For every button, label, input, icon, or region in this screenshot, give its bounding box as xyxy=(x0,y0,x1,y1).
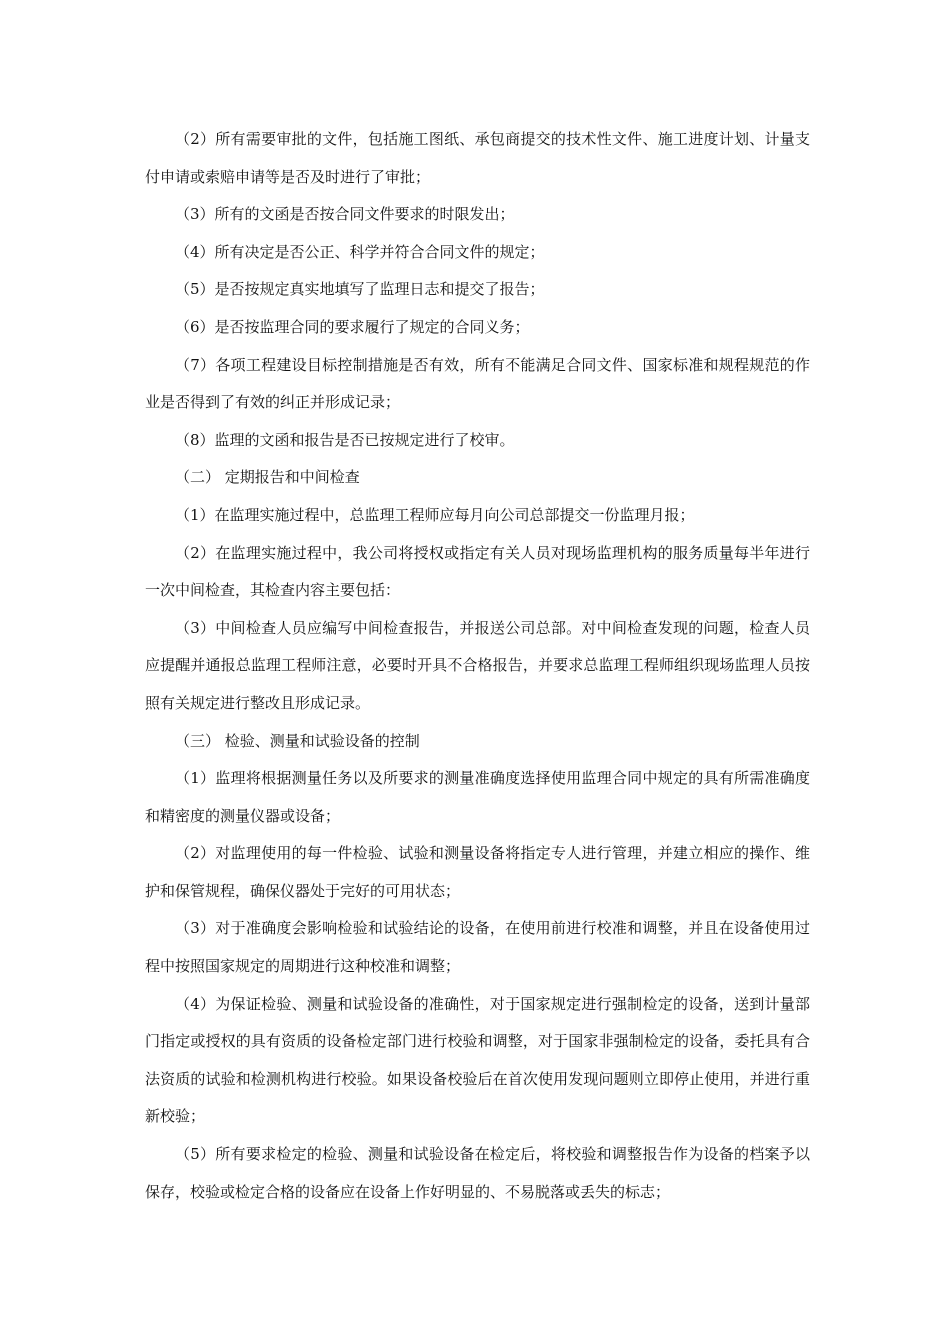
paragraph-check-report: （3）中间检查人员应编写中间检查报告，并报送公司总部。对中间检查发现的问题，检查人员应提醒并通报总监理工程师注意，必要时开具不合格报告，并要求总监理工程师组织现场监理人员按照有关规定进行整改且形成记录。 xyxy=(145,618,810,712)
paragraph-calibration: （3）对于准确度会影响检验和试验结论的设备，在使用前进行校准和调整，并且在设备使用过程中按照国家规定的周期进行这种校准和调整； xyxy=(145,919,810,976)
paragraph-verification: （4）为保证检验、测量和试验设备的准确性，对于国家规定进行强制检定的设备，送到计量部门指定或授权的具有资质的设备检定部门进行校验和调整，对于国家非强制检定的设备，委托具有合法资质的试验和检测机构进行校验。如果设备校验后在首次使用发现问题则立即停止使用，并进行重新校验； xyxy=(145,994,810,1126)
paragraph-equipment-management: （2）对监理使用的每一件检验、试验和测量设备将指定专人进行管理，并建立相应的操作、维护和保管规程，确保仪器处于完好的可用状态； xyxy=(145,844,810,900)
section-heading-equipment-control: （三） 检验、测量和试验设备的控制 xyxy=(175,731,420,750)
section-heading-periodic-reports: （二） 定期报告和中间检查 xyxy=(175,468,360,487)
paragraph-decisions-fair: （4）所有决定是否公正、科学并符合合同文件的规定； xyxy=(175,242,545,261)
paragraph-log-reports: （5）是否按规定真实地填写了监理日志和提交了报告； xyxy=(175,280,545,299)
paragraph-instrument-selection: （1）监理将根据测量任务以及所要求的测量准确度选择使用监理合同中规定的具有所需准确度和精密度的测量仪器或设备； xyxy=(145,769,810,825)
document-body xyxy=(145,121,810,1211)
paragraph-proofreading: （8）监理的文函和报告是否已按规定进行了校审。 xyxy=(175,430,515,449)
paragraph-semiannual-check: （2）在监理实施过程中，我公司将授权或指定有关人员对现场监理机构的服务质量每半年进行一次中间检查，其检查内容主要包括： xyxy=(145,543,810,600)
paragraph-control-measures: （7）各项工程建设目标控制措施是否有效，所有不能满足合同文件、国家标准和规程规范的作业是否得到了有效的纠正并形成记录； xyxy=(145,355,810,412)
paragraph-contract-duties: （6）是否按监理合同的要求履行了规定的合同义务； xyxy=(175,317,530,336)
paragraph-letters-timing: （3）所有的文函是否按合同文件要求的时限发出； xyxy=(175,205,515,224)
paragraph-records-labels: （5）所有要求检定的检验、测量和试验设备在检定后，将校验和调整报告作为设备的档案予以保存，校验或检定合格的设备应在设备上作好明显的、不易脱落或丢失的标志； xyxy=(145,1145,810,1201)
paragraph-review-approval: （2）所有需要审批的文件，包括施工图纸、承包商提交的技术性文件、施工进度计划、计量支付申请或索赔申请等是否及时进行了审批； xyxy=(145,130,810,186)
paragraph-monthly-report: （1）在监理实施过程中，总监理工程师应每月向公司总部提交一份监理月报； xyxy=(175,505,695,524)
